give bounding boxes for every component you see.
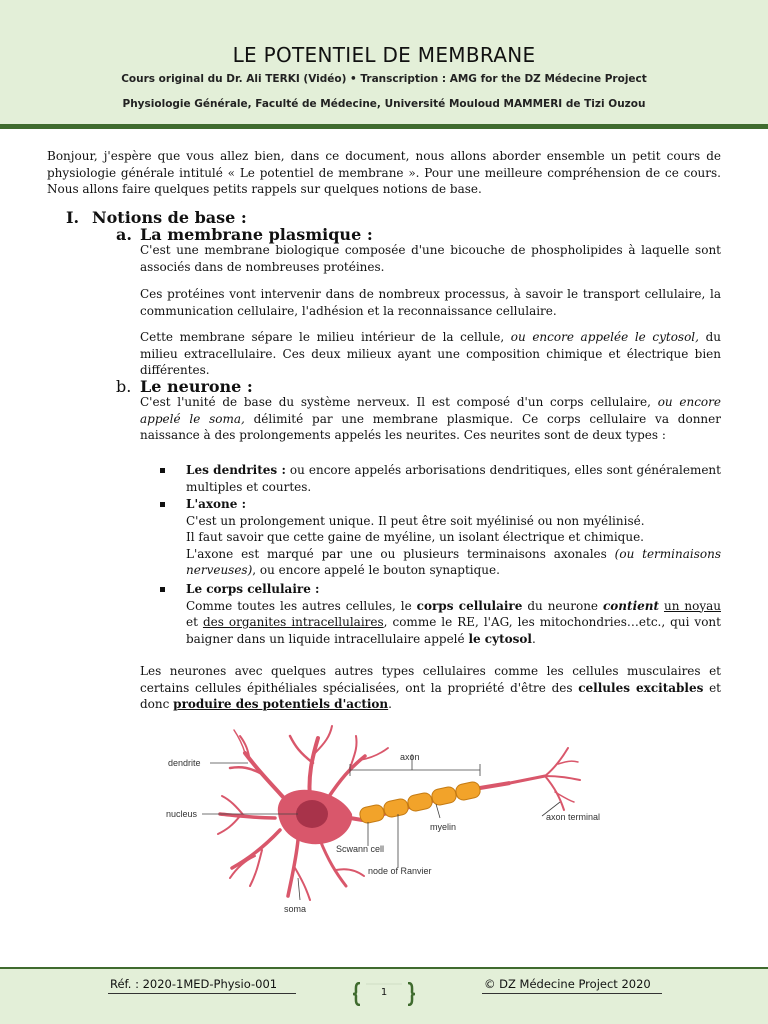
copyright-notice: © DZ Médecine Project 2020 <box>484 977 651 991</box>
neurone-paragraph: C'est l'unité de base du système nerveux. Il est composé d'un corps cellulaire, ou encore appelé le soma, délimité par une membrane plasmique. Ce corps cellulaire va donner naissance à des prolongements appelés les neurites. Ces neurites sont de deux types : <box>140 395 721 442</box>
subsection-b-title: Le neurone : <box>140 377 253 396</box>
label-dendrite: dendrite <box>168 758 201 768</box>
subsection-b-label: b. <box>116 377 132 396</box>
bullet-square-icon <box>160 468 165 473</box>
label-schwann-cell: Scwann cell <box>336 844 385 854</box>
label-axon: axon <box>400 752 420 762</box>
diagram-leaders <box>202 754 560 900</box>
reference-underline <box>108 993 296 994</box>
subsection-a-label: a. <box>116 225 132 244</box>
section-number: I. <box>66 208 80 227</box>
copyright-underline <box>482 993 662 994</box>
membrane-paragraph-2: Ces protéines vont intervenir dans de nombreux processus, à savoir le transport cellulaire, la communication cellulaire, l'adhésion et la reconnaissance cellulaire. <box>140 287 721 318</box>
intro-paragraph: Bonjour, j'espère que vous allez bien, dans ce document, nous allons aborder ensemble un petit cours de physiologie générale intitulé « Le potentiel de membrane ». Pour une meilleure compréhension de ce cours. Nous allons faire quelques petits rappels sur quelques notions de base. <box>47 149 721 196</box>
document-credits: Cours original du Dr. Ali TERKI (Vidéo) • Transcription : AMG for the DZ Médecine Project <box>121 73 647 85</box>
label-nucleus: nucleus <box>166 809 198 819</box>
label-soma: soma <box>284 904 307 914</box>
label-node-of-ranvier: node of Ranvier <box>368 866 432 876</box>
nucleus-shape <box>296 800 328 828</box>
reference-number: Réf. : 2020-1MED-Physio-001 <box>110 977 278 991</box>
header-divider <box>0 124 768 129</box>
bullet-square-icon <box>160 587 165 592</box>
excitable-cells-paragraph: Les neurones avec quelques autres types cellulaires comme les cellules musculaires et certains cellules épithéliales spécialisées, ont la propriété d'être des cellules excitables et donc produire des potentiels d'action. <box>140 664 721 711</box>
page-number-box <box>352 982 416 1006</box>
document-institution: Physiologie Générale, Faculté de Médecine, Université Mouloud MAMMERI de Tizi Ouzou <box>122 98 646 110</box>
bullet-dendrites: Les dendrites : ou encore appelés arborisations dendritiques, elles sont généralement multiples et courtes. <box>160 462 721 495</box>
neuron-diagram <box>150 718 630 923</box>
document-header <box>0 0 768 124</box>
section-title: Notions de base : <box>92 208 247 227</box>
bullet-axone: L'axone : C'est un prolongement unique. Il peut être soit myélinisé ou non myélinisé. Il faut savoir que cette gaine de myéline, un isolant électrique et chimique. L'axone est marqué par une ou plusieurs terminaisons axonales (ou terminaisons nerveuses), ou encore appelé le bouton synaptique. <box>160 496 721 579</box>
document-title: LE POTENTIEL DE MEMBRANE <box>232 43 536 67</box>
myelin-sheaths <box>359 781 482 825</box>
subsection-a-title: La membrane plasmique : <box>140 225 373 244</box>
label-myelin: myelin <box>430 822 457 832</box>
bullet-square-icon <box>160 502 165 507</box>
page-number: 1 <box>380 987 388 998</box>
footer-divider <box>0 967 768 969</box>
membrane-paragraph-3: Cette membrane sépare le milieu intérieur de la cellule, ou encore appelée le cytosol, du milieu extracellulaire. Ces deux milieux ayant une composition chimique et électrique bien différentes. <box>140 330 721 377</box>
intro-section <box>47 148 721 198</box>
bullet-corps-cellulaire: Le corps cellulaire : Comme toutes les autres cellules, le corps cellulaire du neurone contient un noyau et des organites intracellulaires, comme le RE, l'AG, les mitochondries…etc., qui vont baigner dans un liquide intracellulaire appelé le cytosol. <box>160 581 721 647</box>
membrane-paragraph-1: C'est une membrane biologique composée d'une bicouche de phospholipides à laquelle sont associés dans de nombreuses protéines. <box>140 243 721 274</box>
axon-terminals <box>510 748 580 810</box>
label-axon-terminal: axon terminal <box>546 812 601 822</box>
